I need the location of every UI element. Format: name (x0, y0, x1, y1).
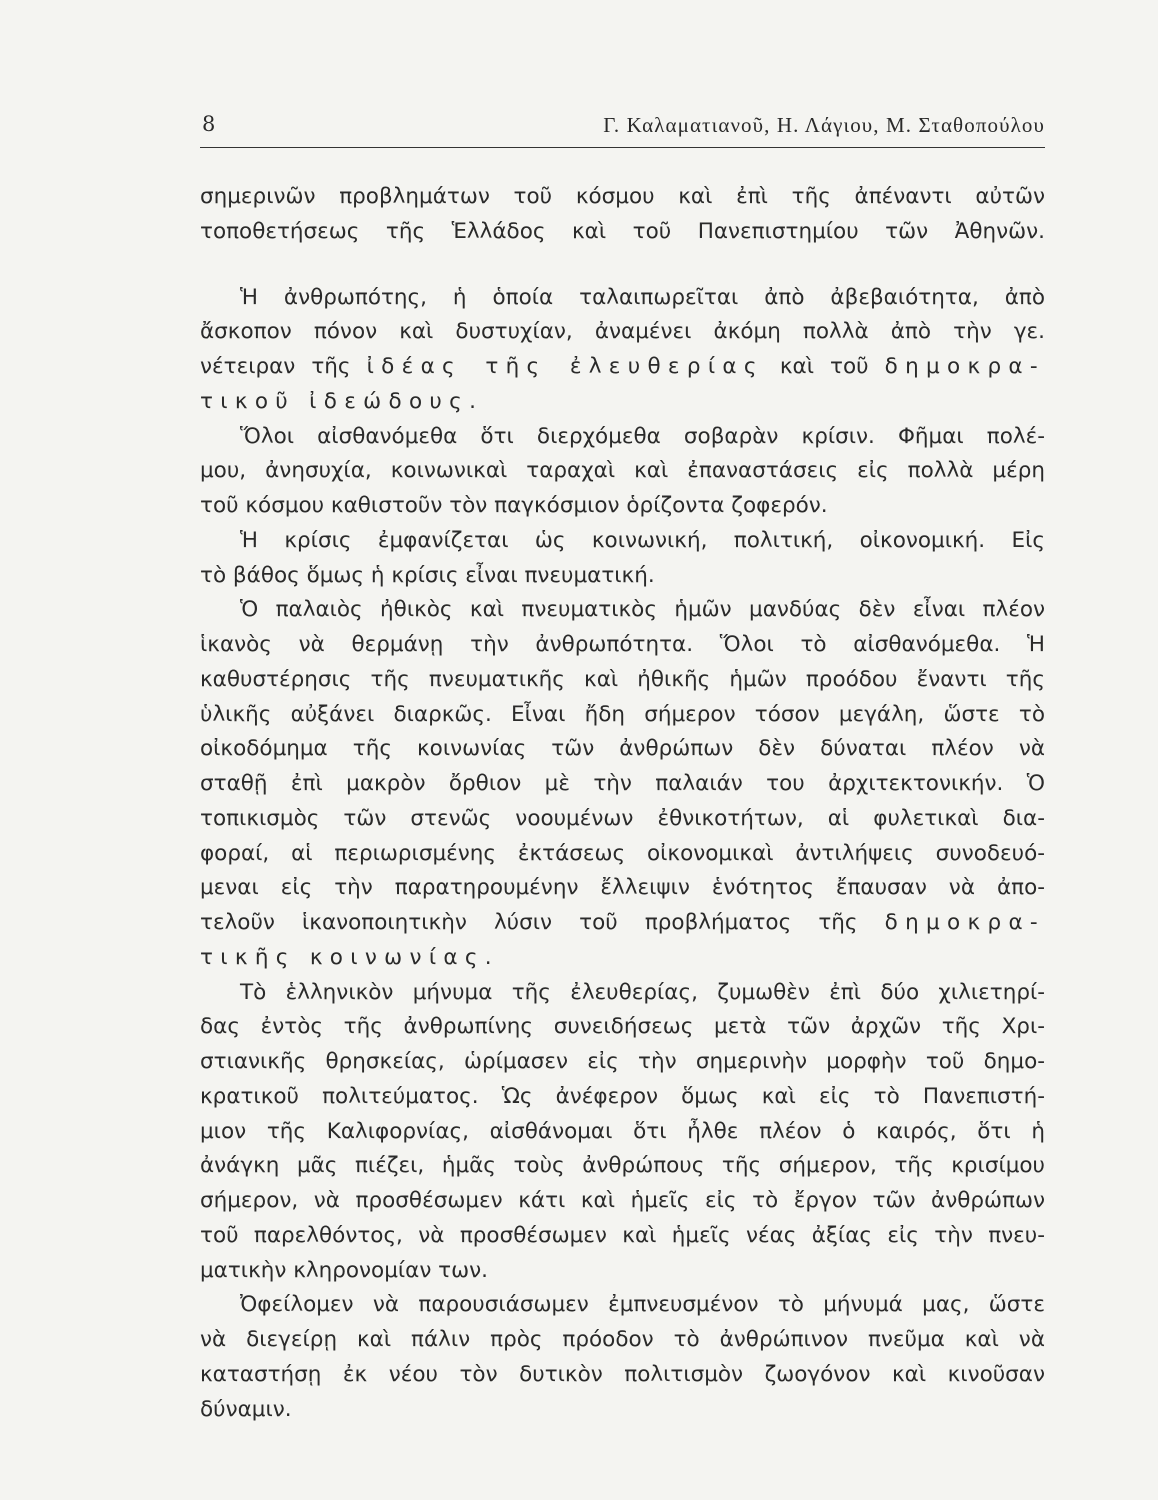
text-line: κρατικοῦ πολιτεύματος. Ὡς ἀνέφερον ὅμως καὶ εἰς τὸ Πανεπιστή- (200, 1083, 1045, 1109)
text-line: τὸ βάθος ὅμως ἡ κρίσις εἶναι πνευματική. (200, 562, 655, 588)
text-line: Ἡ ἀνθρωπότης, ἡ ὁποία ταλαιπωρεῖται ἀπὸ ἀβεβαιότητα, ἀπὸ (240, 284, 1045, 310)
body-text (200, 180, 1045, 1427)
text-segment: καὶ τοῦ (763, 354, 885, 379)
text-line (200, 350, 1045, 385)
text-line: δύναμιν. (200, 1396, 292, 1422)
text-line: Τὸ ἑλληνικὸν μήνυμα τῆς ἐλευθερίας, ζυμωθὲν ἐπὶ δύο χιλιετηρί- (240, 979, 1045, 1005)
text-line: σημερινῶν προβλημάτων τοῦ κόσμου καὶ ἐπὶ τῆς ἀπέναντι αὐτῶν (200, 184, 1045, 209)
text-line: σταθῇ ἐπὶ μακρὸν ὄρθιον μὲ τὴν παλαιάν του ἀρχιτεκτονικήν. Ὁ (200, 771, 1045, 796)
paragraph (200, 1288, 1045, 1427)
running-header (200, 109, 1045, 143)
spaced-emphasis: ἰδέας τῆς ἐλευθερίας (366, 354, 764, 379)
text-line: μεναι εἰς τὴν παρατηρουμένην ἔλλειψιν ἑνότητος ἔπαυσαν νὰ ἀπο- (200, 875, 1045, 901)
text-line: τοπικισμὸς τῶν στενῶς νοουμένων ἐθνικοτήτων, αἱ φυλετικαὶ δια- (200, 805, 1045, 831)
text-line: τοῦ κόσμου καθιστοῦν τὸν παγκόσμιον ὁρίζοντα ζοφερόν. (200, 493, 828, 518)
paragraph (200, 420, 1045, 524)
text-line: ματικὴν κληρονομίαν των. (200, 1257, 488, 1283)
spaced-emphasis: δημοκρα- (884, 910, 1045, 935)
text-line: τοῦ παρελθόντος, νὰ προσθέσωμεν καὶ ἡμεῖς νέας ἀξίας εἰς τὴν πνευ- (200, 1222, 1045, 1248)
text-line: μιον τῆς Καλιφορνίας, αἰσθάνομαι ὅτι ἦλθε πλέον ὁ καιρός, ὅτι ἡ (200, 1118, 1045, 1144)
spaced-emphasis-line: τικοῦ ἰδεώδους. (200, 388, 484, 414)
text-segment: τελοῦν ἱκανοποιητικὴν λύσιν τοῦ προβλήματος τῆς (200, 910, 885, 935)
text-line (200, 906, 1045, 941)
paragraph (200, 281, 1045, 420)
text-line: φοραί, αἱ περιωρισμένης ἐκτάσεως οἰκονομικαὶ ἀντιλήψεις συνοδευό- (200, 840, 1045, 866)
text-line: Ὁ παλαιὸς ἠθικὸς καὶ πνευματικὸς ἡμῶν μανδύας δὲν εἶναι πλέον (240, 597, 1045, 623)
text-line: Ὅλοι αἰσθανόμεθα ὅτι διερχόμεθα σοβαρὰν κρίσιν. Φῆμαι πολέ- (240, 423, 1045, 449)
text-line: ἄσκοπον πόνον καὶ δυστυχίαν, ἀναμένει ἀκόμη πολλὰ ἀπὸ τὴν γε. (200, 319, 1045, 345)
running-header-authors: Γ. Καλαματιανοῦ, Η. Λάγιου, Μ. Σταθοπούλου (603, 113, 1045, 137)
text-segment: νέτειραν τῆς (200, 354, 367, 379)
text-line: νὰ διεγείρῃ καὶ πάλιν πρὸς πρόοδον τὸ ἀνθρώπινον πνεῦμα καὶ νὰ (200, 1327, 1045, 1352)
header-rule (200, 147, 1045, 148)
paragraph (200, 593, 1045, 975)
text-line: οἰκοδόμημα τῆς κοινωνίας τῶν ἀνθρώπων δὲν δύναται πλέον νὰ (200, 736, 1045, 762)
text-line: Ὀφείλομεν νὰ παρουσιάσωμεν ἐμπνευσμένον τὸ μήνυμά μας, ὥστε (240, 1292, 1045, 1318)
text-line: σήμερον, νὰ προσθέσωμεν κάτι καὶ ἡμεῖς εἰς τὸ ἔργον τῶν ἀνθρώπων (200, 1188, 1045, 1213)
text-line: δας ἐντὸς τῆς ἀνθρωπίνης συνειδήσεως μετὰ τῶν ἀρχῶν τῆς Χρι- (200, 1014, 1045, 1040)
text-line: Ἡ κρίσις ἐμφανίζεται ὡς κοινωνική, πολιτική, οἰκονομική. Εἰς (240, 527, 1045, 553)
page-number: 8 (202, 112, 216, 136)
spaced-emphasis-line: τικῆς κοινωνίας. (200, 944, 499, 970)
spaced-emphasis: δημοκρα- (884, 354, 1045, 379)
text-line: καταστήσῃ ἐκ νέου τὸν δυτικὸν πολιτισμὸν ζωογόνον καὶ κινοῦσαν (200, 1361, 1045, 1387)
text-line: καθυστέρησις τῆς πνευματικῆς καὶ ἠθικῆς ἡμῶν προόδου ἔναντι τῆς (200, 666, 1045, 692)
text-line: ὑλικῆς αὐξάνει διαρκῶς. Εἶναι ἤδη σήμερον τόσον μεγάλη, ὥστε τὸ (200, 701, 1045, 727)
text-line: τοποθετήσεως τῆς Ἑλλάδος καὶ τοῦ Πανεπιστημίου τῶν Ἀθηνῶν. (200, 218, 1045, 244)
paragraph (200, 180, 1045, 250)
paragraph (200, 524, 1045, 594)
text-line: μου, ἀνησυχία, κοινωνικαὶ ταραχαὶ καὶ ἐπαναστάσεις εἰς πολλὰ μέρη (200, 458, 1045, 484)
text-line: ἱκανὸς νὰ θερμάνῃ τὴν ἀνθρωπότητα. Ὅλοι τὸ αἰσθανόμεθα. Ἡ (200, 632, 1045, 657)
text-line: στιανικῆς θρησκείας, ὡρίμασεν εἰς τὴν σημερινὴν μορφὴν τοῦ δημο- (200, 1049, 1045, 1074)
text-line: ἀνάγκη μᾶς πιέζει, ἡμᾶς τοὺς ἀνθρώπους τῆς σήμερον, τῆς κρισίμου (200, 1153, 1045, 1179)
paragraph (200, 976, 1045, 1289)
